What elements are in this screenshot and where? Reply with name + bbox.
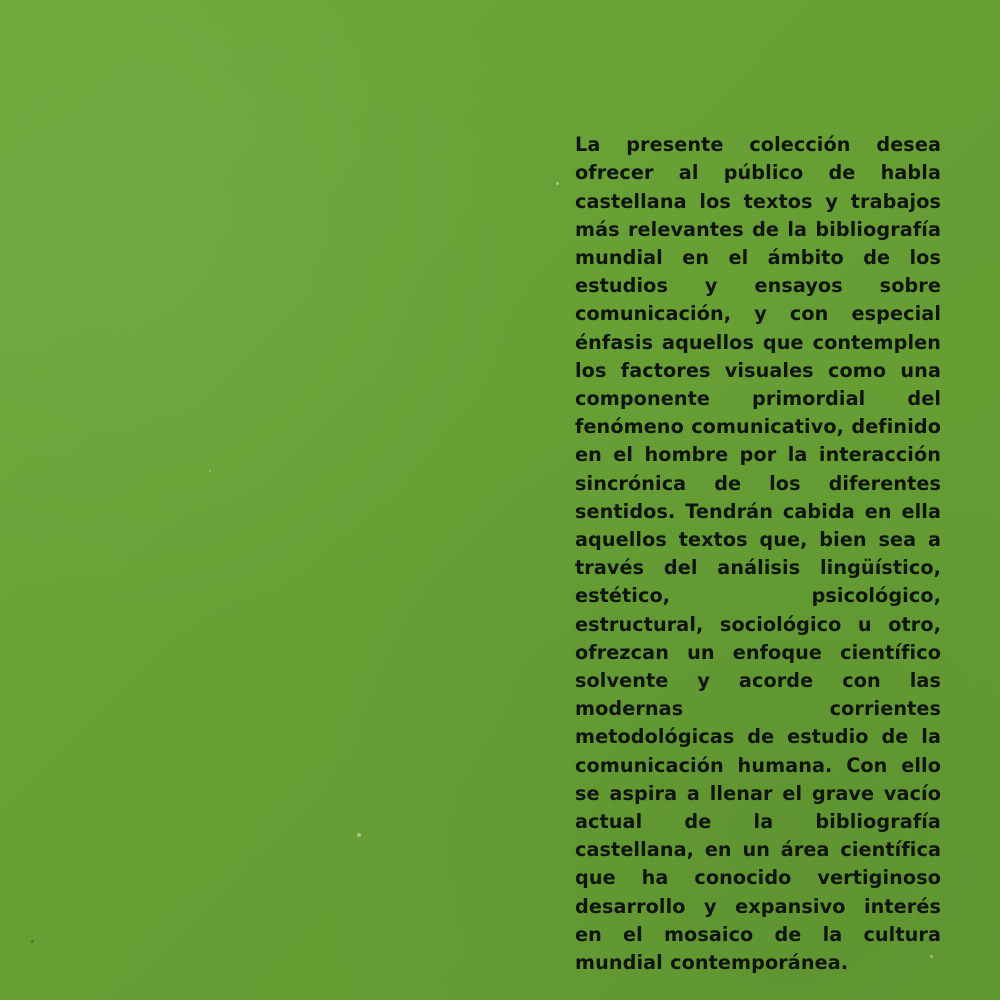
- paper-speck: [357, 833, 361, 837]
- paper-speck: [209, 470, 211, 472]
- collection-description-text: La presente colección desea ofrecer al público de habla castellana los textos y trabajos más relevantes de la bibliografía mundial en el ámbito de los estudios y ensayos sobre comunicación, y con especial énfasis aquellos que contemplen los factores visuales como una componente primordial del fenómeno comunicativo, definido en el hombre por la interacción sincrónica de los diferentes sentidos. Tendrán cabida en ella aquellos textos que, bien sea a través del análisis lingüístico, estético, psicológico, estructural, sociológico u otro, ofrezcan un enfoque científico solvente y acorde con las modernas corrientes metodológicas de estudio de la comunicación humana. Con ello se aspira a llenar el grave vacío actual de la bibliografía castellana, en un área científica que ha conocido vertiginoso desarrollo y expansivo interés en el mosaico de la cultura mundial contemporánea.: [575, 133, 941, 975]
- paper-speck: [556, 182, 559, 185]
- paper-speck: [31, 940, 34, 943]
